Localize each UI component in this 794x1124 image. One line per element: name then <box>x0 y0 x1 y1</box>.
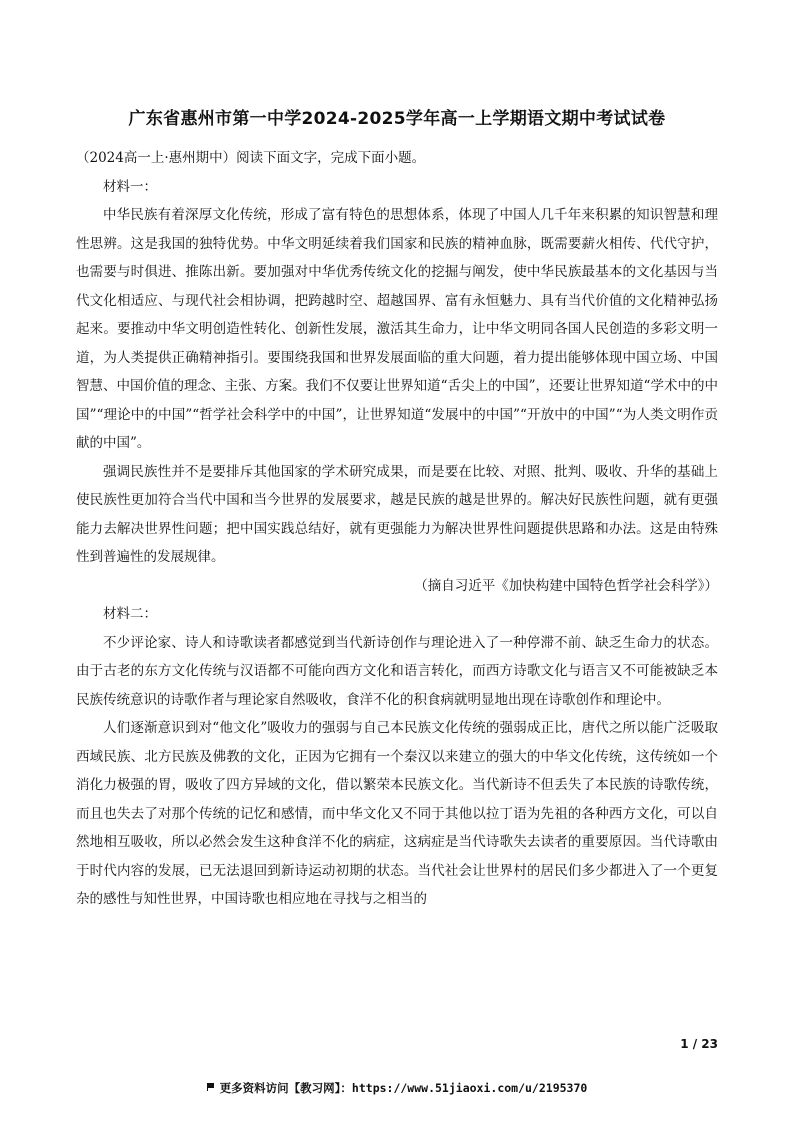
footer-text: 更多资料访问【教习网】：https://www.51jiaoxi.com/u/2195370 <box>219 1081 588 1095</box>
material-1-paragraph-2: 强调民族性并不是要排斥其他国家的学术研究成果，而是要在比较、对照、批判、吸收、升华的基础上使民族性更加符合当代中国和当今世界的发展要求，越是民族的越是世界的。解决好民族性问题，就有更强能力去解决世界性问题；把中国实践总结好，就有更强能力为解决世界性问题提供思路和办法。这是由特殊性到普遍性的发展规律。 <box>76 463 718 565</box>
page-number: 1 / 23 <box>680 1037 718 1051</box>
material-1-paragraph-1: 中华民族有着深厚文化传统，形成了富有特色的思想体系，体现了中国人几千年来积累的知识智慧和理性思辨。这是我国的独特优势。中华文明延续着我们国家和民族的精神血脉，既需要薪火相传、代代守护，也需要与时俱进、推陈出新。要加强对中华优秀传统文化的挖掘与阐发，使中华民族最基本的文化基因与当代文化相适应、与现代社会相协调，把跨越时空、超越国界、富有永恒魅力、具有当代价值的文化精神弘扬起来。要推动中华文明创造性转化、创新性发展，激活其生命力，让中华文明同各国人民创造的多彩文明一道，为人类提供正确精神指引。要围绕我国和世界发展面临的重大问题，着力提出能够体现中国立场、中国智慧、中国价值的理念、主张、方案。我们不仅要让世界知道“舌尖上的中国”，还要让世界知道“学术中的中国”“理论中的中国”“哲学社会科学中的中国”，让世界知道“发展中的中国”“开放中的中国”“为人类文明作贡献的中国”。 <box>76 207 718 451</box>
document-body <box>76 144 718 914</box>
footer-link[interactable] <box>0 1080 794 1096</box>
material-1-source: （摘自习近平《加快构建中国特色哲学社会科学》） <box>414 577 718 594</box>
material-2-paragraph-1: 不少评论家、诗人和诗歌读者都感觉到当代新诗创作与理论进入了一种停滞不前、缺乏生命力的状态。由于古老的东方文化传统与汉语都不可能向西方文化和语言转化，而西方诗歌文化与语言又不可能被缺乏本民族传统意识的诗歌作者与理论家自然吸收，食洋不化的积食病就明显地出现在诗歌创作和理论中。 <box>76 634 718 708</box>
document-title: 广东省惠州市第一中学2024-2025学年高一上学期语文期中考试试卷 <box>128 109 666 129</box>
material-1-label: 材料一： <box>103 178 157 195</box>
flag-icon <box>207 1083 216 1091</box>
material-2-paragraph-2: 人们逐渐意识到对“他文化”吸收力的强弱与自己本民族文化传统的强弱成正比，唐代之所以能广泛吸取西域民族、北方民族及佛教的文化，正因为它拥有一个秦汉以来建立的强大的中华文化传统，这传统如一个消化力极强的胃，吸收了四方异域的文化，借以繁荣本民族文化。当代新诗不但丢失了本民族的诗歌传统，而且也失去了对那个传统的记忆和感情，而中华文化又不同于其他以拉丁语为先祖的各种西方文化，可以自然地相互吸收，所以必然会发生这种食洋不化的病症，这病症是当代诗歌失去读者的重要原因。当代诗歌由于时代内容的发展，已无法退回到新诗运动初期的状态。当代社会让世界村的居民们多少都进入了一个更复杂的感性与知性世界，中国诗歌也相应地在寻找与之相当的 <box>76 720 718 907</box>
question-intro: （2024高一上·惠州期中）阅读下面文字，完成下面小题。 <box>76 150 426 166</box>
material-2-label: 材料二： <box>103 606 157 622</box>
